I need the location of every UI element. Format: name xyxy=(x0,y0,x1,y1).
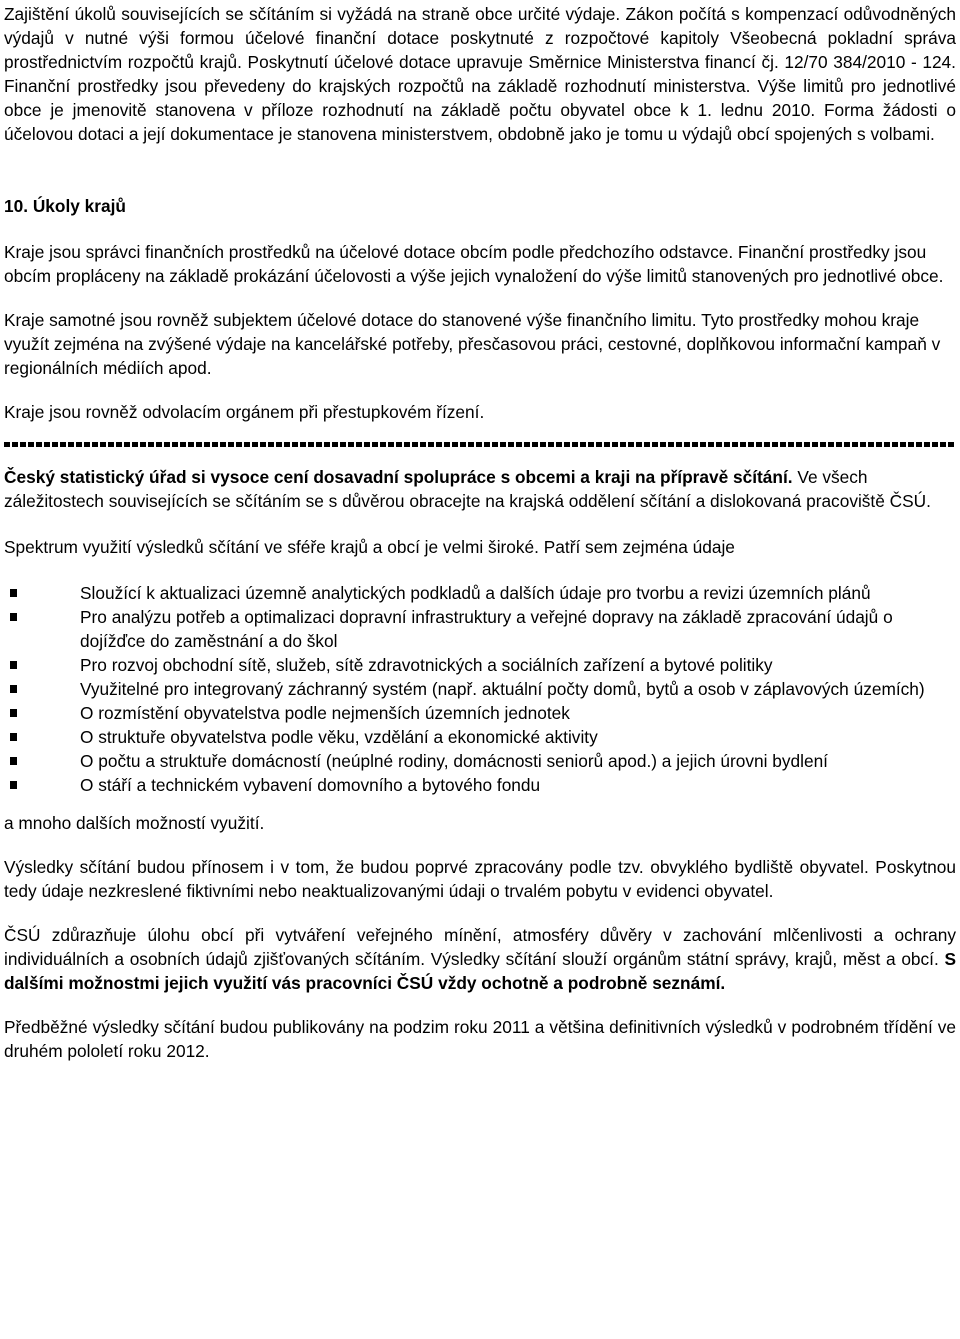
paragraph-appeal-authority: Kraje jsou rovněž odvolacím orgánem při přestupkovém řízení. xyxy=(4,402,485,422)
dotted-divider xyxy=(4,442,956,447)
municipal-role-rest: ČSÚ zdůrazňuje úlohu obcí při vytváření veřejného mínění, atmosféry důvěry v zachování mlčenlivosti a ochrany individuálních a osobních údajů zjišťovaných sčítáním. Výsledky sčítání slouží orgánům státní správy, krajů, měst a obcí. xyxy=(4,925,956,969)
paragraph-subsidy-part2: Poskytnutí účelové dotace upravuje Směrnice Ministerstva financí čj. 12/70 384/2010 - 124. Finanční prostředky jsou převedeny do krajských rozpočtů na základě rozhodnutí ministerstva. Výše limitů pro jednotlivé obce je jmenovitě stanovena v příloze rozhodnutí na základě počtu obyvatel obce k 1. lednu 2010. Forma žádosti o účelovou dotaci a její dokumentace je stanovena ministerstvem, obdobně jako je tomu u výdajů obcí spojených s volbami. xyxy=(4,52,956,144)
paragraph-subsidy-part1: Zajištění úkolů souvisejících se sčítáním si vyžádá na straně obce určité výdaje. Zákon počítá s kompenzací odůvodněných výdajů v nutné výši formou účelové finanční dotace poskytnuté z rozpočtové kapitoly Všeobecná pokladní správa prostřednictvím rozpočtů krajů. xyxy=(4,4,956,72)
paragraph-region-administrators: Kraje jsou správci finančních prostředků na účelové dotace obcím podle předchozího odstavce. Finanční prostředky jsou obcím propláceny na základě prokázání účelovosti a výše jejich vynaložení do výše limitů stanovených pro jednotlivé obce. xyxy=(4,242,944,286)
paragraph-publication-schedule: Předběžné výsledky sčítání budou publikovány na podzim roku 2011 a většina definitivních výsledků v podrobném třídění ve druhém pololetí roku 2012. xyxy=(4,1017,956,1061)
czso-appreciation-rest: Ve všech záležitostech souvisejících se sčítáním se s důvěrou obracejte na krajská oddělení sčítání a dislokovaná pracoviště ČSÚ. xyxy=(4,467,931,511)
section-heading-regions: 10. Úkoly krajů xyxy=(4,196,126,216)
paragraph-usage-spectrum: Spektrum využití výsledků sčítání ve sféře krajů a obcí je velmi široké. Patří sem zejména údaje xyxy=(4,537,735,557)
bullet-square-icon xyxy=(10,757,17,765)
bullet-square-icon xyxy=(10,733,17,741)
municipal-role-bold: S dalšími možnostmi jejich využití vás pracovníci ČSÚ vždy ochotně a podrobně seznámí. xyxy=(4,949,956,993)
list-item: O rozmístění obyvatelstva podle nejmenších územních jednotek xyxy=(4,701,956,725)
usage-bullet-list xyxy=(4,581,956,797)
paragraph-czso-appreciation xyxy=(4,465,956,513)
paragraph-more-uses: a mnoho dalších možností využití. xyxy=(4,813,265,833)
list-item: O struktuře obyvatelstva podle věku, vzdělání a ekonomické aktivity xyxy=(4,725,956,749)
list-item: O stáří a technickém vybavení domovního a bytového fondu xyxy=(4,773,956,797)
list-item: Pro rozvoj obchodní sítě, služeb, sítě zdravotnických a sociálních zařízení a bytové politiky xyxy=(4,653,956,677)
document-page xyxy=(4,0,956,1063)
bullet-square-icon xyxy=(10,661,17,669)
bullet-square-icon xyxy=(10,685,17,693)
paragraph-region-subsidy: Kraje samotné jsou rovněž subjektem účelové dotace do stanovené výše finančního limitu. Tyto prostředky mohou kraje využít zejména na zvýšené výdaje na kancelářské potřeby, přesčasovou práci, cestovné, doplňkovou informační kampaň v regionálních médiích apod. xyxy=(4,310,941,378)
czso-appreciation-bold: Český statistický úřad si vysoce cení dosavadní spolupráce s obcemi a kraji na přípravě sčítání. xyxy=(4,467,793,487)
bullet-square-icon xyxy=(10,613,17,621)
paragraph-subsidy xyxy=(4,2,956,146)
paragraph-usual-residence: Výsledky sčítání budou přínosem i v tom, že budou poprvé zpracovány podle tzv. obvyklého bydliště obyvatel. Poskytnou tedy údaje nezkreslené fiktivními nebo neaktualizovanými údaji o trvalém pobytu v evidenci obyvatel. xyxy=(4,857,956,901)
bullet-square-icon xyxy=(10,781,17,789)
bullet-square-icon xyxy=(10,589,17,597)
list-item: Využitelné pro integrovaný záchranný systém (např. aktuální počty domů, bytů a osob v záplavových územích) xyxy=(4,677,956,701)
bullet-square-icon xyxy=(10,709,17,717)
list-item: Sloužící k aktualizaci územně analytických podkladů a dalších údaje pro tvorbu a revizi územních plánů xyxy=(4,581,956,605)
paragraph-municipal-role xyxy=(4,923,956,995)
list-item: Pro analýzu potřeb a optimalizaci dopravní infrastruktury a veřejné dopravy na základě zpracování údajů o dojížďce do zaměstnání a do škol xyxy=(4,605,956,653)
list-item: O počtu a struktuře domácností (neúplné rodiny, domácnosti seniorů apod.) a jejich úrovni bydlení xyxy=(4,749,956,773)
